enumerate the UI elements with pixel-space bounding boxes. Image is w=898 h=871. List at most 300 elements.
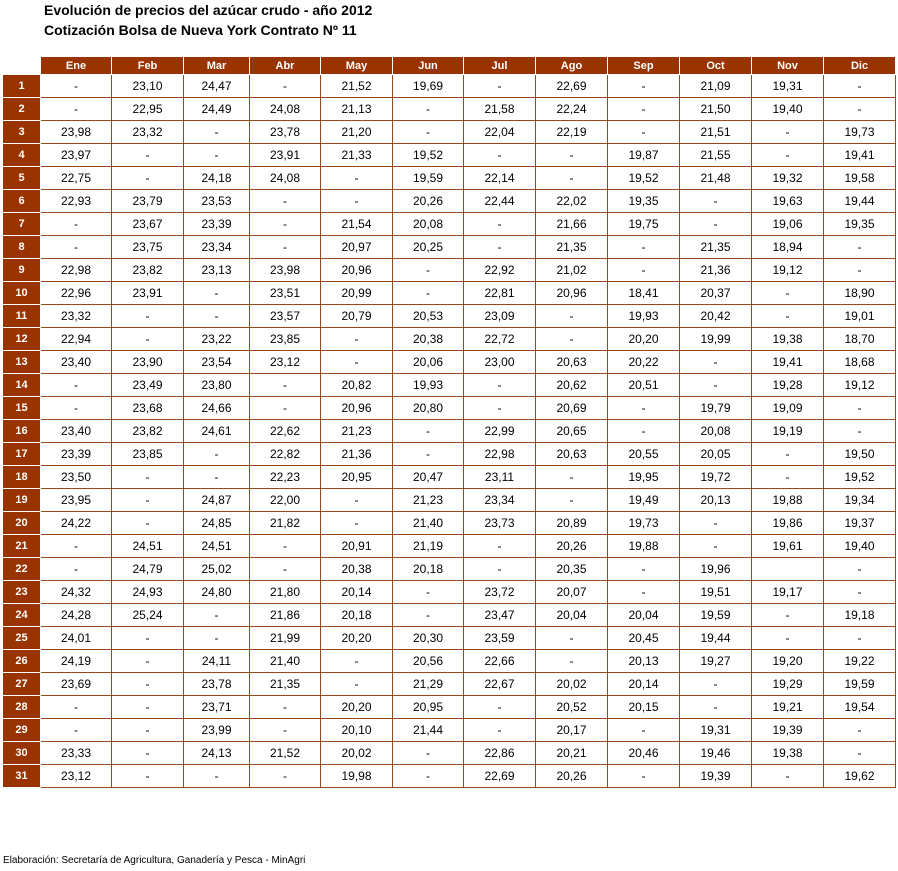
price-cell: 19,95 — [608, 466, 680, 489]
price-cell: 24,19 — [41, 650, 112, 673]
price-cell: - — [608, 397, 680, 420]
price-cell: - — [393, 98, 464, 121]
table-row — [3, 535, 896, 558]
price-cell: 22,23 — [250, 466, 321, 489]
price-cell: 19,32 — [752, 167, 824, 190]
price-cell: 18,94 — [752, 236, 824, 259]
price-cell: - — [250, 190, 321, 213]
price-cell: 20,14 — [608, 673, 680, 696]
day-label: 8 — [3, 236, 41, 259]
price-cell: 22,92 — [464, 259, 536, 282]
price-cell: 22,66 — [464, 650, 536, 673]
price-cell: - — [536, 305, 608, 328]
price-cell: - — [41, 75, 112, 98]
price-cell: - — [752, 305, 824, 328]
price-cell: - — [608, 236, 680, 259]
price-cell: 21,35 — [680, 236, 752, 259]
price-cell: - — [112, 742, 184, 765]
price-cell: 19,61 — [752, 535, 824, 558]
price-cell: 20,04 — [536, 604, 608, 627]
day-label: 28 — [3, 696, 41, 719]
price-cell — [752, 558, 824, 581]
day-label: 30 — [3, 742, 41, 765]
price-cell: 23,80 — [184, 374, 250, 397]
table-row — [3, 351, 896, 374]
table-row — [3, 98, 896, 121]
table-row — [3, 650, 896, 673]
price-cell: - — [321, 489, 393, 512]
price-cell: 23,22 — [184, 328, 250, 351]
price-cell: 21,52 — [321, 75, 393, 98]
price-cell: 20,08 — [680, 420, 752, 443]
price-cell: 21,36 — [680, 259, 752, 282]
price-cell: 22,98 — [41, 259, 112, 282]
price-cell: 21,51 — [680, 121, 752, 144]
price-cell: - — [112, 328, 184, 351]
price-cell: 23,78 — [184, 673, 250, 696]
price-cell: 22,62 — [250, 420, 321, 443]
price-cell: 19,52 — [608, 167, 680, 190]
price-cell: 20,55 — [608, 443, 680, 466]
table-row — [3, 581, 896, 604]
price-cell: - — [536, 167, 608, 190]
price-cell: 19,21 — [752, 696, 824, 719]
price-cell: - — [752, 144, 824, 167]
price-cell: 18,70 — [824, 328, 896, 351]
price-cell: 19,62 — [824, 765, 896, 788]
month-header: Mar — [184, 57, 250, 75]
price-cell: 20,62 — [536, 374, 608, 397]
price-cell: 24,80 — [184, 581, 250, 604]
price-cell: 19,39 — [680, 765, 752, 788]
price-cell: 19,22 — [824, 650, 896, 673]
price-cell: 19,59 — [824, 673, 896, 696]
price-cell: 20,95 — [393, 696, 464, 719]
price-cell: - — [608, 75, 680, 98]
table-row — [3, 443, 896, 466]
day-label: 3 — [3, 121, 41, 144]
price-cell: 19,59 — [680, 604, 752, 627]
price-cell: 24,66 — [184, 397, 250, 420]
price-cell: 22,75 — [41, 167, 112, 190]
price-cell: 19,88 — [608, 535, 680, 558]
price-cell: 20,26 — [536, 765, 608, 788]
price-cell: 24,22 — [41, 512, 112, 535]
price-cell: 21,66 — [536, 213, 608, 236]
day-label: 20 — [3, 512, 41, 535]
price-cell: 23,12 — [41, 765, 112, 788]
price-cell: - — [464, 236, 536, 259]
price-cell: 22,14 — [464, 167, 536, 190]
price-cell: 19,44 — [824, 190, 896, 213]
price-cell: 23,51 — [250, 282, 321, 305]
price-cell: 21,29 — [393, 673, 464, 696]
price-cell: 20,13 — [608, 650, 680, 673]
price-cell: 23,68 — [112, 397, 184, 420]
price-cell: 22,86 — [464, 742, 536, 765]
day-label: 9 — [3, 259, 41, 282]
price-cell: 19,98 — [321, 765, 393, 788]
price-cell: - — [41, 719, 112, 742]
price-cell: 19,18 — [824, 604, 896, 627]
price-cell: - — [393, 581, 464, 604]
price-cell: - — [824, 742, 896, 765]
price-cell: 22,00 — [250, 489, 321, 512]
price-cell: 20,18 — [393, 558, 464, 581]
price-cell: - — [321, 328, 393, 351]
price-cell: 20,18 — [321, 604, 393, 627]
price-cell: 20,79 — [321, 305, 393, 328]
price-cell: - — [536, 328, 608, 351]
price-cell: 23,39 — [184, 213, 250, 236]
price-cell: 22,96 — [41, 282, 112, 305]
price-cell: 23,98 — [250, 259, 321, 282]
price-cell: 23,50 — [41, 466, 112, 489]
source-note: Elaboración: Secretaría de Agricultura, Ganadería y Pesca - MinAgri — [3, 855, 306, 866]
price-cell: 19,12 — [824, 374, 896, 397]
price-cell: 19,73 — [608, 512, 680, 535]
price-cell: 20,96 — [536, 282, 608, 305]
price-cell: 21,19 — [393, 535, 464, 558]
price-cell: 20,56 — [393, 650, 464, 673]
price-cell: - — [112, 627, 184, 650]
price-cell: - — [250, 213, 321, 236]
price-cell: - — [680, 351, 752, 374]
price-cell: 19,29 — [752, 673, 824, 696]
day-label: 21 — [3, 535, 41, 558]
price-cell: 21,40 — [250, 650, 321, 673]
price-cell: 23,85 — [112, 443, 184, 466]
price-cell: 21,33 — [321, 144, 393, 167]
price-cell: 20,13 — [680, 489, 752, 512]
price-cell: - — [464, 719, 536, 742]
price-cell: - — [824, 719, 896, 742]
price-cell: 22,44 — [464, 190, 536, 213]
price-cell: 20,02 — [536, 673, 608, 696]
price-cell: 23,09 — [464, 305, 536, 328]
price-cell: 19,37 — [824, 512, 896, 535]
price-cell: 22,04 — [464, 121, 536, 144]
day-label: 11 — [3, 305, 41, 328]
price-cell: - — [393, 765, 464, 788]
price-cell: 21,35 — [250, 673, 321, 696]
price-cell: 19,19 — [752, 420, 824, 443]
day-label: 4 — [3, 144, 41, 167]
price-cell: 25,02 — [184, 558, 250, 581]
price-cell: 23,49 — [112, 374, 184, 397]
price-cell: 24,13 — [184, 742, 250, 765]
price-cell: - — [393, 420, 464, 443]
price-cell: - — [250, 765, 321, 788]
price-cell: 23,34 — [464, 489, 536, 512]
price-cell: 23,13 — [184, 259, 250, 282]
table-row — [3, 696, 896, 719]
month-header: May — [321, 57, 393, 75]
price-cell: - — [824, 397, 896, 420]
price-cell: 22,95 — [112, 98, 184, 121]
price-cell: 23,34 — [184, 236, 250, 259]
price-cell: - — [824, 558, 896, 581]
price-cell: 20,10 — [321, 719, 393, 742]
price-cell: 23,85 — [250, 328, 321, 351]
price-cell: 18,90 — [824, 282, 896, 305]
price-cell: - — [752, 466, 824, 489]
price-cell: - — [608, 98, 680, 121]
day-label: 23 — [3, 581, 41, 604]
price-cell: 23,39 — [41, 443, 112, 466]
price-cell: 18,41 — [608, 282, 680, 305]
price-cell: 23,91 — [250, 144, 321, 167]
price-cell: 21,23 — [393, 489, 464, 512]
day-label: 5 — [3, 167, 41, 190]
price-cell: - — [184, 466, 250, 489]
price-cell: 19,39 — [752, 719, 824, 742]
price-cell: - — [112, 167, 184, 190]
price-cell: - — [321, 167, 393, 190]
table-row — [3, 121, 896, 144]
table-row — [3, 765, 896, 788]
price-cell: 19,31 — [752, 75, 824, 98]
price-cell: - — [184, 282, 250, 305]
table-row — [3, 604, 896, 627]
price-cell: 23,99 — [184, 719, 250, 742]
price-cell: - — [41, 558, 112, 581]
price-cell: 23,82 — [112, 259, 184, 282]
price-cell: 23,78 — [250, 121, 321, 144]
price-cell: 20,20 — [321, 627, 393, 650]
price-cell: 19,34 — [824, 489, 896, 512]
price-cell: 24,87 — [184, 489, 250, 512]
day-label: 31 — [3, 765, 41, 788]
price-cell: 22,93 — [41, 190, 112, 213]
price-cell: - — [321, 650, 393, 673]
price-cell: - — [250, 558, 321, 581]
price-cell: 22,24 — [536, 98, 608, 121]
price-cell: 20,30 — [393, 627, 464, 650]
price-cell: - — [250, 696, 321, 719]
corner-cell — [3, 57, 41, 75]
price-cell: - — [250, 75, 321, 98]
day-label: 1 — [3, 75, 41, 98]
price-cell: 19,96 — [680, 558, 752, 581]
day-label: 14 — [3, 374, 41, 397]
price-cell: 21,02 — [536, 259, 608, 282]
table-row — [3, 167, 896, 190]
price-cell: - — [112, 489, 184, 512]
price-cell: - — [41, 374, 112, 397]
price-cell: 19,35 — [824, 213, 896, 236]
day-label: 12 — [3, 328, 41, 351]
price-cell: - — [608, 765, 680, 788]
price-cell: - — [112, 673, 184, 696]
price-cell: 24,93 — [112, 581, 184, 604]
price-cell: 19,01 — [824, 305, 896, 328]
price-cell: - — [41, 236, 112, 259]
price-cell: - — [112, 512, 184, 535]
price-cell: 24,18 — [184, 167, 250, 190]
price-cell: - — [112, 696, 184, 719]
price-cell: 23,11 — [464, 466, 536, 489]
price-cell: 20,95 — [321, 466, 393, 489]
price-cell: 19,06 — [752, 213, 824, 236]
table-row — [3, 719, 896, 742]
price-cell: 20,38 — [321, 558, 393, 581]
price-cell: 23,32 — [41, 305, 112, 328]
price-cell: 23,12 — [250, 351, 321, 374]
price-cell: 20,26 — [393, 190, 464, 213]
price-cell: - — [393, 604, 464, 627]
price-cell: 20,38 — [393, 328, 464, 351]
price-cell: - — [250, 397, 321, 420]
price-cell: 20,91 — [321, 535, 393, 558]
day-label: 27 — [3, 673, 41, 696]
price-cell: 21,86 — [250, 604, 321, 627]
price-cell: - — [112, 765, 184, 788]
month-header: Dic — [824, 57, 896, 75]
price-cell: 20,53 — [393, 305, 464, 328]
price-cell: 20,20 — [608, 328, 680, 351]
header-row — [3, 57, 896, 75]
price-cell: 23,71 — [184, 696, 250, 719]
price-cell: 22,82 — [250, 443, 321, 466]
price-cell: 19,46 — [680, 742, 752, 765]
price-cell: 19,59 — [393, 167, 464, 190]
price-cell: 20,99 — [321, 282, 393, 305]
price-cell: - — [184, 443, 250, 466]
price-cell: - — [680, 696, 752, 719]
price-cell: 23,79 — [112, 190, 184, 213]
price-cell: - — [536, 650, 608, 673]
price-cell: - — [824, 98, 896, 121]
day-label: 6 — [3, 190, 41, 213]
price-cell: - — [321, 673, 393, 696]
price-cell: - — [184, 121, 250, 144]
price-cell: - — [680, 673, 752, 696]
table-row — [3, 397, 896, 420]
table-row — [3, 236, 896, 259]
price-cell: - — [608, 121, 680, 144]
price-cell: - — [536, 489, 608, 512]
price-cell: - — [184, 604, 250, 627]
price-cell: 24,01 — [41, 627, 112, 650]
price-cell: 19,38 — [752, 328, 824, 351]
day-label: 18 — [3, 466, 41, 489]
price-cell: - — [824, 420, 896, 443]
price-cell: 24,79 — [112, 558, 184, 581]
price-cell: 20,22 — [608, 351, 680, 374]
price-cell: - — [752, 627, 824, 650]
day-label: 16 — [3, 420, 41, 443]
price-cell: 23,73 — [464, 512, 536, 535]
price-cell: - — [464, 397, 536, 420]
price-cell: 20,05 — [680, 443, 752, 466]
price-cell: 19,86 — [752, 512, 824, 535]
price-cell: 24,51 — [112, 535, 184, 558]
price-cell: 23,47 — [464, 604, 536, 627]
price-cell: - — [824, 236, 896, 259]
price-cell: - — [41, 696, 112, 719]
price-cell: 22,81 — [464, 282, 536, 305]
price-cell: 22,02 — [536, 190, 608, 213]
price-cell: 21,82 — [250, 512, 321, 535]
price-cell: 21,58 — [464, 98, 536, 121]
price-cell: 20,08 — [393, 213, 464, 236]
month-header: Jun — [393, 57, 464, 75]
price-cell: - — [184, 144, 250, 167]
price-cell: - — [464, 535, 536, 558]
price-cell: 20,25 — [393, 236, 464, 259]
price-cell: 19,49 — [608, 489, 680, 512]
price-cell: 24,11 — [184, 650, 250, 673]
price-table — [2, 56, 896, 788]
price-cell: 23,67 — [112, 213, 184, 236]
price-cell: 21,23 — [321, 420, 393, 443]
price-cell: 20,37 — [680, 282, 752, 305]
price-cell: 21,55 — [680, 144, 752, 167]
price-cell: 23,98 — [41, 121, 112, 144]
table-row — [3, 374, 896, 397]
price-cell: - — [752, 443, 824, 466]
price-cell: - — [608, 581, 680, 604]
price-cell: 23,40 — [41, 420, 112, 443]
price-cell: 20,65 — [536, 420, 608, 443]
price-cell: 24,47 — [184, 75, 250, 98]
price-cell: - — [536, 627, 608, 650]
table-row — [3, 190, 896, 213]
month-header: Oct — [680, 57, 752, 75]
price-cell: 19,52 — [393, 144, 464, 167]
price-cell: 19,75 — [608, 213, 680, 236]
price-cell: - — [184, 765, 250, 788]
price-cell: - — [41, 213, 112, 236]
table-row — [3, 512, 896, 535]
price-cell: 20,97 — [321, 236, 393, 259]
table-row — [3, 144, 896, 167]
price-cell: 19,73 — [824, 121, 896, 144]
day-label: 22 — [3, 558, 41, 581]
price-cell: 20,80 — [393, 397, 464, 420]
month-header: Sep — [608, 57, 680, 75]
table-body — [3, 75, 896, 788]
price-cell: 20,96 — [321, 397, 393, 420]
price-cell: - — [608, 420, 680, 443]
price-cell: 24,08 — [250, 167, 321, 190]
price-cell: 20,52 — [536, 696, 608, 719]
price-cell: 23,00 — [464, 351, 536, 374]
price-cell: 20,46 — [608, 742, 680, 765]
price-cell: 21,09 — [680, 75, 752, 98]
table-row — [3, 213, 896, 236]
price-cell: 20,89 — [536, 512, 608, 535]
price-cell: 19,17 — [752, 581, 824, 604]
price-cell: 19,58 — [824, 167, 896, 190]
price-cell: 21,20 — [321, 121, 393, 144]
table-row — [3, 420, 896, 443]
price-cell: 23,54 — [184, 351, 250, 374]
price-cell: 19,93 — [608, 305, 680, 328]
price-cell: - — [464, 75, 536, 98]
price-cell: 19,52 — [824, 466, 896, 489]
price-cell: - — [321, 190, 393, 213]
price-cell: 20,96 — [321, 259, 393, 282]
price-cell: - — [752, 604, 824, 627]
price-cell: 20,69 — [536, 397, 608, 420]
price-cell: - — [250, 236, 321, 259]
price-cell: - — [112, 719, 184, 742]
price-cell: 19,51 — [680, 581, 752, 604]
price-cell: 23,57 — [250, 305, 321, 328]
price-cell: 23,97 — [41, 144, 112, 167]
